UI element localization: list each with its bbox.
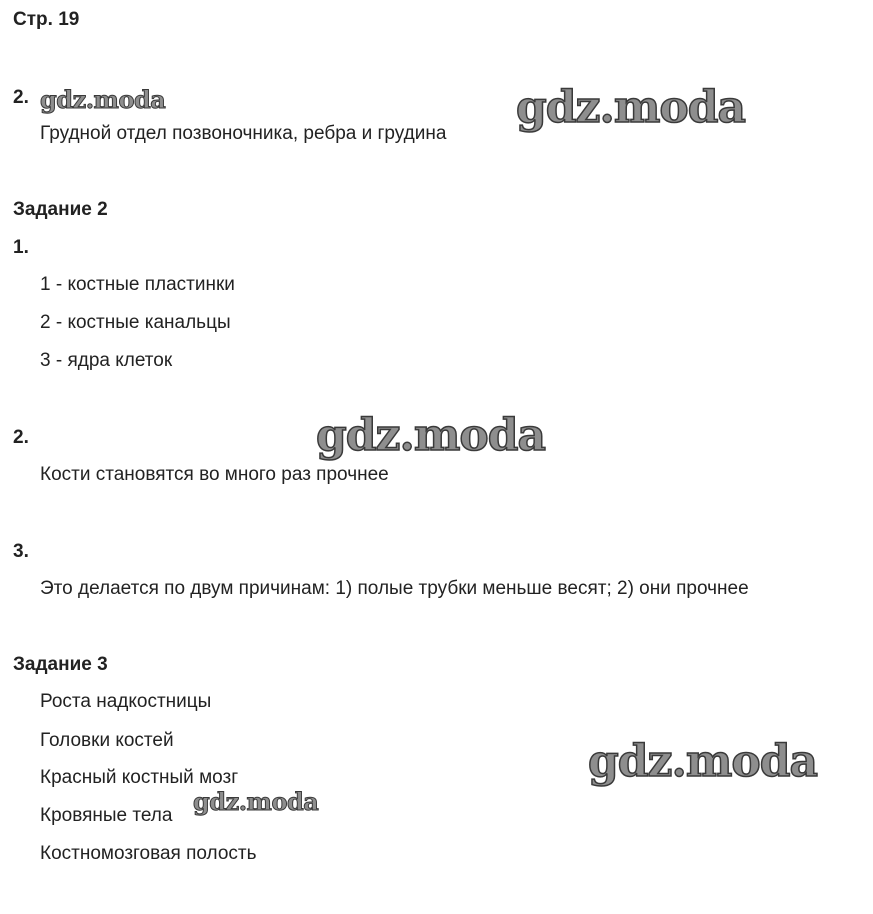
section1-number: 2. (13, 87, 29, 108)
task3-item-1: Роста надкостницы (40, 691, 212, 712)
task2-q1-item-3: 3 - ядра клеток (40, 350, 173, 371)
task2-q3-number: 3. (13, 541, 29, 562)
section1-answer: Грудной отдел позвоночника, ребра и грудина (40, 123, 447, 144)
task3-item-3: Красный костный мозг (40, 767, 239, 788)
watermark-logo-3: gdz.moda (316, 410, 546, 461)
task3-item-5: Костномозговая полость (40, 843, 257, 864)
watermark-logo-5: gdz.moda (193, 787, 319, 816)
page-label: Стр. 19 (13, 9, 80, 30)
task2-q1-item-2: 2 - костные канальцы (40, 312, 231, 333)
task2-q2-answer: Кости становятся во много раз прочнее (40, 464, 389, 485)
watermark-logo-2: gdz.moda (516, 82, 746, 133)
watermark-logo-4: gdz.moda (588, 736, 818, 787)
task3-heading: Задание 3 (13, 654, 108, 675)
task2-q1-item-1: 1 - костные пластинки (40, 274, 235, 295)
task2-q3-answer: Это делается по двум причинам: 1) полые трубки меньше весят; 2) они прочнее (40, 578, 749, 599)
task3-item-2: Головки костей (40, 730, 174, 751)
task2-q2-number: 2. (13, 427, 29, 448)
task3-item-4: Кровяные тела (40, 805, 173, 826)
task2-q1-number: 1. (13, 237, 29, 258)
task2-heading: Задание 2 (13, 199, 108, 220)
watermark-logo-1: gdz.moda (40, 85, 166, 114)
